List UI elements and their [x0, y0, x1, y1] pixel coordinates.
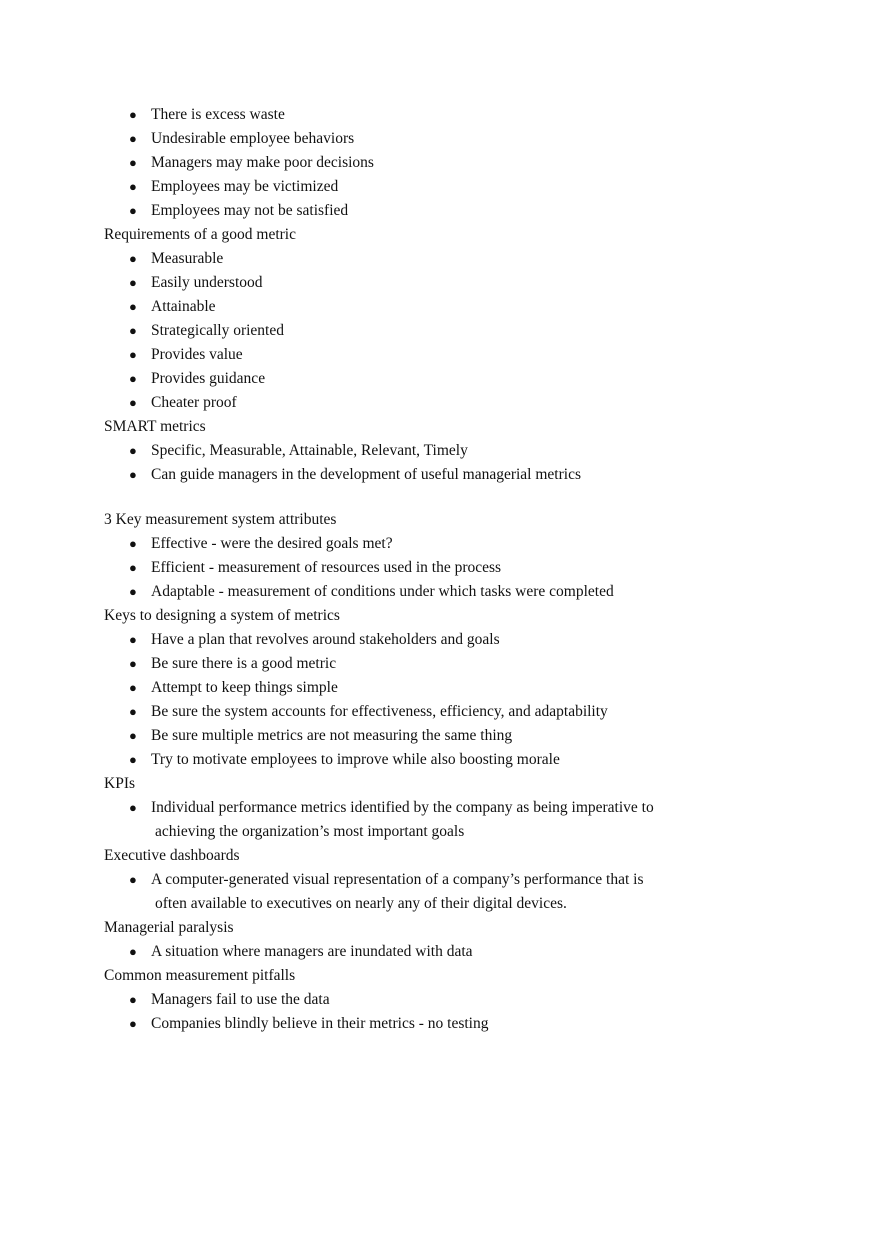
bullet-list-kpis [104, 796, 804, 844]
list-item: ● Companies blindly believe in their metrics - no testing [104, 1012, 804, 1036]
list-item-line-continued: achieving the organization’s most important goals [155, 823, 465, 840]
list-item: ● Be sure multiple metrics are not measuring the same thing [104, 724, 804, 748]
bullet-icon: ● [129, 680, 137, 695]
bullet-icon: ● [129, 536, 137, 551]
bullet-icon: ● [129, 275, 137, 290]
list-item: ● Employees may not be satisfied [104, 199, 804, 223]
bullet-icon: ● [129, 299, 137, 314]
bullet-icon: ● [129, 251, 137, 266]
section-heading-key-attributes: 3 Key measurement system attributes [104, 511, 337, 528]
bullet-list-executive-dashboards [104, 868, 804, 916]
list-item: ● Managers may make poor decisions [104, 151, 804, 175]
list-item: ● Managers fail to use the data [104, 988, 804, 1012]
bullet-list-smart-metrics [104, 439, 804, 487]
bullet-icon: ● [129, 752, 137, 767]
list-item-line-continued: often available to executives on nearly any of their digital devices. [155, 895, 567, 912]
list-item: ● Adaptable - measurement of conditions under which tasks were completed [104, 580, 804, 604]
document-body [104, 103, 804, 1036]
list-item: ● Measurable [104, 247, 804, 271]
list-item: ● Employees may be victimized [104, 175, 804, 199]
bullet-icon: ● [129, 704, 137, 719]
list-item: ● Effective - were the desired goals met? [104, 532, 804, 556]
bullet-icon: ● [129, 560, 137, 575]
list-item: ● Strategically oriented [104, 319, 804, 343]
list-item: ● Specific, Measurable, Attainable, Relevant, Timely [104, 439, 804, 463]
section-heading-smart-metrics: SMART metrics [104, 418, 206, 435]
section-heading-requirements: Requirements of a good metric [104, 226, 296, 243]
bullet-list-continued [104, 103, 804, 223]
list-item: ● Can guide managers in the development of useful managerial metrics [104, 463, 804, 487]
list-item: ● Easily understood [104, 271, 804, 295]
bullet-list-designing-metrics [104, 628, 804, 772]
paragraph-spacer [104, 487, 804, 508]
list-item: ● Attainable [104, 295, 804, 319]
list-item: ● Have a plan that revolves around stakeholders and goals [104, 628, 804, 652]
bullet-icon: ● [129, 179, 137, 194]
bullet-icon: ● [129, 131, 137, 146]
list-item: ● Efficient - measurement of resources used in the process [104, 556, 804, 580]
bullet-icon: ● [129, 584, 137, 599]
list-item: ● A situation where managers are inundated with data [104, 940, 804, 964]
bullet-icon: ● [129, 656, 137, 671]
list-item [104, 868, 804, 916]
list-item: ● Try to motivate employees to improve while also boosting morale [104, 748, 804, 772]
bullet-icon: ● [129, 992, 137, 1007]
bullet-list-measurement-pitfalls [104, 988, 804, 1036]
list-item: ● Cheater proof [104, 391, 804, 415]
list-item: ● Be sure there is a good metric [104, 652, 804, 676]
list-item-line: Individual performance metrics identified by the company as being imperative to [151, 799, 654, 816]
list-item: ● There is excess waste [104, 103, 804, 127]
bullet-icon: ● [129, 632, 137, 647]
bullet-icon: ● [129, 944, 137, 959]
list-item: ● Undesirable employee behaviors [104, 127, 804, 151]
bullet-icon: ● [129, 155, 137, 170]
list-item [104, 796, 804, 844]
bullet-icon: ● [129, 347, 137, 362]
bullet-icon: ● [129, 872, 137, 887]
bullet-icon: ● [129, 728, 137, 743]
bullet-icon: ● [129, 395, 137, 410]
section-heading-executive-dashboards: Executive dashboards [104, 847, 240, 864]
list-item: ● Be sure the system accounts for effectiveness, efficiency, and adaptability [104, 700, 804, 724]
bullet-icon: ● [129, 800, 137, 815]
list-item: ● Provides guidance [104, 367, 804, 391]
bullet-icon: ● [129, 323, 137, 338]
bullet-icon: ● [129, 1016, 137, 1031]
bullet-icon: ● [129, 371, 137, 386]
bullet-icon: ● [129, 203, 137, 218]
list-item-line: A computer-generated visual representation of a company’s performance that is [151, 871, 644, 888]
section-heading-designing-metrics: Keys to designing a system of metrics [104, 607, 340, 624]
section-heading-kpis: KPIs [104, 775, 136, 792]
list-item: ● Attempt to keep things simple [104, 676, 804, 700]
section-heading-managerial-paralysis: Managerial paralysis [104, 919, 234, 936]
bullet-icon: ● [129, 443, 137, 458]
bullet-list-key-attributes [104, 532, 804, 604]
bullet-icon: ● [129, 467, 137, 482]
list-item: ● Provides value [104, 343, 804, 367]
bullet-list-requirements [104, 247, 804, 415]
bullet-list-managerial-paralysis [104, 940, 804, 964]
section-heading-measurement-pitfalls: Common measurement pitfalls [104, 967, 296, 984]
bullet-icon: ● [129, 107, 137, 122]
